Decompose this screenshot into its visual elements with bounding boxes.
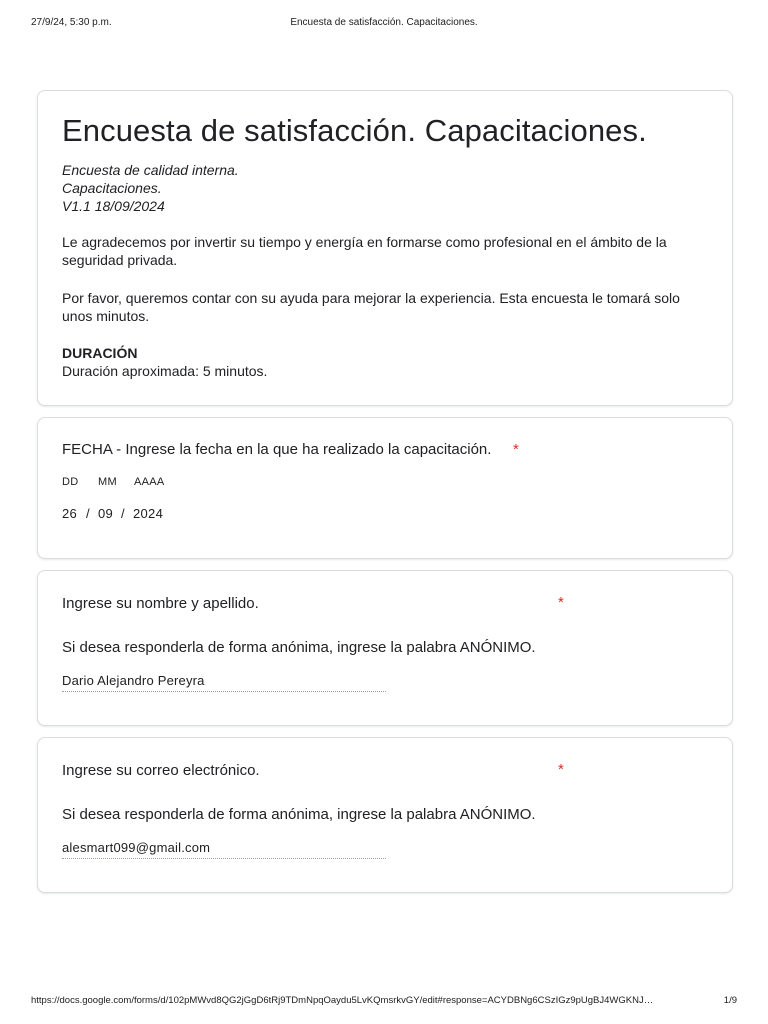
date-month-input[interactable]: 09 <box>98 506 114 521</box>
date-separator: / <box>121 506 125 521</box>
nombre-answer-input[interactable]: Dario Alejandro Pereyra <box>62 673 386 692</box>
description-line: Encuesta de calidad interna. <box>62 162 239 178</box>
form-header-card <box>37 90 733 406</box>
print-datetime: 27/9/24, 5:30 p.m. <box>31 17 112 28</box>
print-url: https://docs.google.com/forms/d/102pMWvd8QG2jGgD6tRj9TDmNpqOaydu5LvKQmsrkvGY/edit#response=ACYDBNg6CSzIGz9pUgBJ4WGKNJ… <box>31 995 654 1006</box>
description-line: V1.1 18/09/2024 <box>62 198 165 214</box>
date-separator: / <box>86 506 90 521</box>
date-year-input[interactable]: 2024 <box>133 506 164 521</box>
duration-value: Duración aproximada: 5 minutos. <box>62 363 268 379</box>
print-header <box>31 17 737 31</box>
required-asterisk: * <box>558 594 564 611</box>
date-day-label: DD <box>62 476 79 488</box>
print-footer <box>31 995 737 1009</box>
question-hint-correo: Si desea responderla de forma anónima, ingrese la palabra ANÓNIMO. <box>62 806 536 823</box>
print-page-number: 1/9 <box>723 995 737 1006</box>
required-asterisk: * <box>558 761 564 778</box>
form-title: Encuesta de satisfacción. Capacitaciones. <box>62 113 647 148</box>
form-description-paragraph: Le agradecemos por invertir su tiempo y energía en formarse como profesional en el ámbito de la seguridad privada. <box>62 234 667 268</box>
description-line: Capacitaciones. <box>62 180 162 196</box>
print-doc-title: Encuesta de satisfacción. Capacitaciones. <box>290 17 478 28</box>
question-card-nombre <box>37 570 733 726</box>
question-card-correo <box>37 737 733 893</box>
date-month-label: MM <box>98 476 117 488</box>
form-description-italic <box>62 161 239 215</box>
form-description-paragraph: Por favor, queremos contar con su ayuda para mejorar la experiencia. Esta encuesta le tomará solo unos minutos. <box>62 290 680 324</box>
correo-answer-input[interactable]: alesmart099@gmail.com <box>62 840 386 859</box>
question-card-fecha <box>37 417 733 559</box>
question-hint-nombre: Si desea responderla de forma anónima, ingrese la palabra ANÓNIMO. <box>62 639 536 656</box>
question-label-nombre: Ingrese su nombre y apellido. <box>62 595 259 612</box>
question-label-correo: Ingrese su correo electrónico. <box>62 762 260 779</box>
duration-label: DURACIÓN <box>62 345 138 361</box>
date-year-label: AAAA <box>134 476 165 488</box>
required-asterisk: * <box>513 441 519 458</box>
question-label-fecha: FECHA - Ingrese la fecha en la que ha realizado la capacitación. <box>62 441 492 458</box>
date-day-input[interactable]: 26 <box>62 506 78 521</box>
